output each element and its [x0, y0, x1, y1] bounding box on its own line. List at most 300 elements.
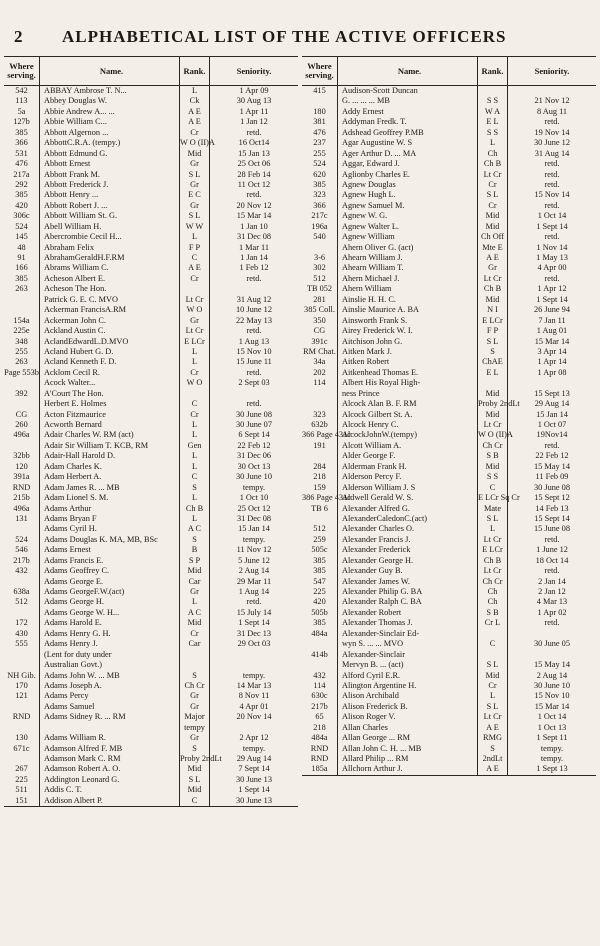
where-serving-cell: 65	[302, 712, 338, 722]
rank-cell: Cr	[180, 410, 210, 420]
name-cell: Adams Cyril H.	[40, 524, 180, 534]
where-serving-cell: TB 6	[302, 504, 338, 514]
where-serving-cell	[4, 660, 40, 670]
where-serving-cell: 306c	[4, 211, 40, 221]
name-cell: Acland Kenneth F. D.	[40, 357, 180, 367]
name-cell: Alexander James W.	[338, 577, 478, 587]
rank-cell: Gr	[180, 733, 210, 743]
name-cell: Alexander Ralph C. BA	[338, 597, 478, 607]
where-serving-cell	[4, 399, 40, 409]
header-where-serving: Where serving.	[4, 57, 40, 85]
name-cell: Alcock Henry C.	[338, 420, 478, 430]
table-row	[302, 650, 596, 660]
rank-cell: Major	[180, 712, 210, 722]
table-row	[4, 618, 298, 628]
where-serving-cell: 151	[4, 796, 40, 806]
where-serving-cell	[302, 451, 338, 461]
table-row	[4, 796, 298, 806]
rank-cell	[180, 389, 210, 399]
rank-cell: Car	[180, 577, 210, 587]
table-row	[4, 785, 298, 795]
table-row	[4, 305, 298, 315]
rank-cell: S	[180, 671, 210, 681]
rank-cell: Mate	[478, 504, 508, 514]
table-row	[4, 775, 298, 785]
name-cell: Abbie Andrew A... ...	[40, 107, 180, 117]
rank-cell: S L	[180, 211, 210, 221]
where-serving-cell: 127b	[4, 117, 40, 127]
name-cell: Ager Arthur D. ... MA	[338, 149, 478, 159]
rank-cell: Mid	[478, 462, 508, 472]
rank-cell: L	[478, 524, 508, 534]
where-serving-cell: 432	[302, 671, 338, 681]
where-serving-cell: 540	[302, 232, 338, 242]
right-column-header	[302, 57, 596, 86]
where-serving-cell: 217b	[302, 702, 338, 712]
name-cell: Alexander Francis J.	[338, 535, 478, 545]
name-cell: Adam James R. ... MB	[40, 483, 180, 493]
table-row	[4, 587, 298, 597]
seniority-cell: tempy.	[242, 743, 266, 753]
rank-cell: S L	[478, 514, 508, 524]
seniority-cell	[508, 86, 596, 96]
where-serving-cell: 114	[302, 378, 338, 388]
where-serving-cell: 385	[302, 180, 338, 190]
name-cell: Allchorn Arthur J.	[338, 764, 478, 774]
header-where-serving: Where serving.	[302, 57, 338, 85]
table-row	[4, 483, 298, 493]
rank-cell	[478, 629, 508, 639]
table-row	[4, 629, 298, 639]
table-row	[4, 128, 298, 138]
table-row	[302, 190, 596, 200]
name-cell: Alexander Thomas J.	[338, 618, 478, 628]
name-cell: Abbott Edmund G.	[40, 149, 180, 159]
table-row	[302, 96, 596, 106]
table-row	[302, 545, 596, 555]
where-serving-cell: 225	[4, 775, 40, 785]
table-row	[4, 535, 298, 545]
rank-cell: Lt Cr	[180, 295, 210, 305]
seniority-cell	[210, 389, 298, 399]
header-rank: Rank.	[180, 57, 210, 85]
table-row	[302, 629, 596, 639]
seniority-cell: retd.	[544, 232, 560, 242]
rank-cell: C	[180, 253, 210, 263]
name-cell: Alexander Philip G. BA	[338, 587, 478, 597]
rank-cell: S	[180, 483, 210, 493]
seniority-cell: 26 June 94	[534, 305, 570, 315]
seniority-cell: retd.	[246, 190, 262, 200]
where-serving-cell: 542	[4, 86, 40, 96]
rank-cell: L	[180, 462, 210, 472]
rank-cell: L	[180, 357, 210, 367]
table-row	[302, 253, 596, 263]
rank-cell: W O (II)A	[180, 138, 215, 148]
name-cell: Adams William R.	[40, 733, 180, 743]
rank-cell: E L	[478, 368, 508, 378]
table-row	[4, 733, 298, 743]
where-serving-cell: 391c	[302, 337, 338, 347]
where-serving-cell	[302, 96, 338, 106]
seniority-cell: 10 June 12	[236, 305, 272, 315]
table-row	[4, 524, 298, 534]
table-row	[302, 451, 596, 461]
rank-cell: L	[180, 86, 210, 96]
seniority-cell: tempy.	[242, 534, 266, 544]
name-cell: ness Prince	[338, 389, 478, 399]
where-serving-cell: 120	[4, 462, 40, 472]
where-serving-cell: 350	[302, 316, 338, 326]
rank-cell: Mid	[478, 211, 508, 221]
where-serving-cell	[4, 702, 40, 712]
table-row	[302, 744, 596, 754]
seniority-cell: 30 June 13	[236, 795, 272, 805]
table-row	[4, 504, 298, 514]
rank-cell	[180, 650, 210, 660]
where-serving-cell: 113	[4, 96, 40, 106]
table-row	[4, 639, 298, 649]
table-row	[4, 274, 298, 284]
seniority-cell: 16 Oct14	[238, 138, 270, 148]
where-serving-cell: 505b	[302, 608, 338, 618]
where-serving-cell: CG	[302, 326, 338, 336]
where-serving-cell	[4, 378, 40, 388]
seniority-cell	[508, 378, 596, 388]
where-serving-cell: 323	[302, 190, 338, 200]
right-column-table	[302, 56, 596, 776]
name-cell: Adams Ernest	[40, 545, 180, 555]
rank-cell: L	[180, 597, 210, 607]
where-serving-cell: 260	[4, 420, 40, 430]
name-cell: Allan George ... RM	[338, 733, 478, 743]
table-row	[4, 263, 298, 273]
seniority-cell: 1 Sept 11	[536, 733, 568, 743]
where-serving-cell: 630c	[302, 691, 338, 701]
table-row	[302, 316, 596, 326]
seniority-cell: 1 Nov 14	[536, 242, 568, 252]
rank-cell: C	[180, 796, 210, 806]
table-row	[4, 96, 298, 106]
seniority-cell: tempy.	[540, 754, 564, 763]
table-row	[4, 378, 298, 388]
page-title: ALPHABETICAL LIST OF THE ACTIVE OFFICERS	[62, 27, 507, 46]
where-serving-cell: 172	[4, 618, 40, 628]
name-cell: Ackerman John C.	[40, 316, 180, 326]
rank-cell: S L	[180, 170, 210, 180]
seniority-cell: retd.	[246, 367, 262, 377]
table-row	[4, 180, 298, 190]
name-cell: Ainslie Maurice A. BA	[338, 305, 478, 315]
where-serving-cell: 159	[302, 483, 338, 493]
seniority-cell: retd.	[544, 169, 560, 179]
table-row	[4, 326, 298, 336]
table-row	[4, 660, 298, 670]
table-row	[4, 138, 298, 148]
seniority-cell: 25 Oct 06	[237, 159, 271, 169]
table-row	[302, 723, 596, 733]
rank-cell: Mid	[180, 149, 210, 159]
table-row	[302, 483, 596, 493]
name-cell: Adair-Hall Harold D.	[40, 451, 180, 461]
table-row	[302, 201, 596, 211]
seniority-cell: 11 Feb 09	[535, 472, 569, 482]
name-cell: Agnew Walter L.	[338, 222, 478, 232]
seniority-cell: 18 Oct 14	[535, 555, 569, 565]
seniority-cell: retd.	[246, 399, 262, 409]
where-serving-cell: 415	[302, 86, 338, 96]
seniority-cell	[210, 284, 298, 294]
left-table-body	[4, 86, 298, 806]
name-cell: Addison Albert P.	[40, 796, 180, 806]
table-row	[4, 702, 298, 712]
table-row	[4, 671, 298, 681]
name-cell: Adams George E.	[40, 577, 180, 587]
where-serving-cell: 3-6	[302, 253, 338, 263]
where-serving-cell: 323	[302, 410, 338, 420]
left-column-table	[4, 56, 298, 807]
name-cell: Adams George W. H...	[40, 608, 180, 618]
where-serving-cell: 555	[4, 639, 40, 649]
seniority-cell: 1 Sept 14	[536, 221, 568, 231]
table-row	[302, 430, 596, 440]
seniority-cell: 1 May 13	[536, 253, 568, 262]
table-row	[4, 712, 298, 722]
name-cell: Adams Harold E.	[40, 618, 180, 628]
name-cell: Adams Bryan F	[40, 514, 180, 524]
rank-cell	[180, 660, 210, 670]
seniority-cell: retd.	[544, 566, 560, 576]
rank-cell: Mid	[180, 566, 210, 576]
where-serving-cell	[4, 723, 40, 733]
seniority-cell: 19Nov14	[536, 430, 568, 440]
where-serving-cell: 170	[4, 681, 40, 691]
name-cell: Acton Fitzmaurice	[40, 410, 180, 420]
rank-cell: Ch	[478, 149, 508, 159]
table-row	[302, 180, 596, 190]
where-serving-cell: 255	[302, 149, 338, 159]
page-number: 2	[14, 27, 23, 46]
table-row	[302, 514, 596, 524]
rank-cell: F P	[478, 326, 508, 336]
seniority-cell: 2 Aug 14	[238, 566, 270, 576]
where-serving-cell: 145	[4, 232, 40, 242]
where-serving-cell: 281	[302, 295, 338, 305]
where-serving-cell: 292	[4, 180, 40, 190]
name-cell: Alington Argentine H.	[338, 681, 478, 691]
rank-cell: A E	[180, 107, 210, 117]
rank-cell: RMG	[478, 733, 508, 743]
where-serving-cell: 202	[302, 368, 338, 378]
where-serving-cell: 225	[302, 587, 338, 597]
rank-cell: A E	[478, 764, 508, 774]
table-row	[302, 347, 596, 357]
where-serving-cell: TB 052	[302, 284, 338, 294]
where-serving-cell	[302, 389, 338, 399]
rank-cell: Cr L	[478, 618, 508, 628]
seniority-cell: 1 June 12	[536, 545, 568, 555]
table-row	[4, 357, 298, 367]
name-cell: Alford Cyril E.R.	[338, 671, 478, 681]
name-cell: Alcock Alan B. F. RM	[338, 399, 478, 409]
rank-cell: L	[180, 514, 210, 524]
seniority-cell: 1 Feb 12	[239, 263, 269, 273]
rank-cell: Ch B	[478, 284, 508, 294]
seniority-cell: 15 Jan 14	[536, 409, 568, 419]
table-row	[302, 462, 596, 472]
rank-cell: S	[478, 744, 508, 754]
rank-cell: Cr	[180, 128, 210, 138]
rank-cell: F P	[180, 243, 210, 253]
seniority-cell: 4 Apr 01	[239, 701, 269, 711]
name-cell: ABBAY Ambrose T. N...	[40, 86, 180, 96]
seniority-cell: 15 Sept 13	[534, 388, 570, 398]
rank-cell: E LCr	[478, 316, 508, 326]
rank-cell: S P	[180, 556, 210, 566]
table-row	[4, 368, 298, 378]
rank-cell: L	[180, 347, 210, 357]
table-row	[302, 117, 596, 127]
seniority-cell: 15 Nov 10	[236, 346, 272, 356]
table-row	[302, 671, 596, 681]
where-serving-cell: 420	[302, 597, 338, 607]
seniority-cell: 2 Sept 03	[238, 378, 270, 388]
name-cell: Addyman Fredk. T.	[338, 117, 478, 127]
rank-cell: Lt Cr	[478, 170, 508, 180]
table-row	[302, 608, 596, 618]
rank-cell: S S	[478, 128, 508, 138]
seniority-cell: 1 Apr 02	[537, 607, 567, 617]
rank-cell: 2ndLt	[478, 754, 508, 764]
name-cell: Adams GeorgeF.W.(act)	[40, 587, 180, 597]
seniority-cell	[210, 660, 298, 670]
table-row	[302, 295, 596, 305]
rank-cell: Lt Cr	[478, 274, 508, 284]
seniority-cell: 22 May 13	[236, 315, 272, 325]
seniority-cell: 15 Mar 14	[534, 336, 570, 346]
where-serving-cell: 217b	[4, 556, 40, 566]
table-row	[302, 138, 596, 148]
seniority-cell	[210, 723, 298, 733]
name-cell: Agar Augustine W. S	[338, 138, 478, 148]
table-row	[4, 472, 298, 482]
seniority-cell: 31 Aug 12	[236, 294, 272, 304]
name-cell: Ahearn William J.	[338, 253, 478, 263]
rank-cell: Lt Cr	[478, 535, 508, 545]
where-serving-cell: RND	[4, 483, 40, 493]
rank-cell: Lt Cr	[478, 420, 508, 430]
where-serving-cell: 512	[302, 524, 338, 534]
rank-cell: W O	[180, 378, 210, 388]
seniority-cell: 1 Aug 14	[238, 587, 270, 596]
where-serving-cell: 48	[4, 243, 40, 253]
where-serving-cell: 215b	[4, 493, 40, 503]
where-serving-cell: 484a	[302, 629, 338, 639]
table-row	[4, 556, 298, 566]
name-cell: Aitchison John G.	[338, 337, 478, 347]
rank-cell: L	[478, 138, 508, 148]
table-row	[4, 159, 298, 169]
where-serving-cell: 385	[4, 128, 40, 138]
name-cell: Ainslie H. H. C.	[338, 295, 478, 305]
seniority-cell: 22 Feb 12	[237, 440, 271, 450]
name-cell: Abraham Felix	[40, 243, 180, 253]
where-serving-cell: 484a	[302, 733, 338, 743]
seniority-cell: 25 Oct 12	[237, 503, 271, 513]
seniority-cell: 30 June 13	[236, 774, 272, 784]
name-cell: Abbott Ernest	[40, 159, 180, 169]
seniority-cell: 1 Apr 09	[239, 86, 269, 95]
table-row	[302, 326, 596, 336]
name-cell: Alderson William J. S	[338, 483, 478, 493]
name-cell: AclandEdwardL.D.MVO	[40, 337, 180, 347]
rank-cell: Ch Cr	[478, 441, 508, 451]
table-row	[4, 347, 298, 357]
table-row	[302, 149, 596, 159]
where-serving-cell: 263	[4, 357, 40, 367]
table-row	[302, 232, 596, 242]
where-serving-cell	[4, 524, 40, 534]
rank-cell: Mte E	[478, 243, 508, 253]
rank-cell: Cr	[180, 274, 210, 284]
where-serving-cell	[4, 295, 40, 305]
name-cell: Acklom Cecil R.	[40, 368, 180, 378]
where-serving-cell: Page 553b	[4, 367, 39, 377]
table-row	[302, 357, 596, 367]
rank-cell: S B	[478, 608, 508, 618]
name-cell: Aitkenhead Thomas E.	[338, 368, 478, 378]
where-serving-cell: 392	[4, 389, 40, 399]
seniority-cell: retd.	[544, 200, 560, 210]
table-row	[302, 159, 596, 169]
where-serving-cell: 255	[4, 347, 40, 357]
name-cell: Adam Herbert A.	[40, 472, 180, 482]
name-cell: Ackland Austin C.	[40, 326, 180, 336]
where-serving-cell: 237	[302, 138, 338, 148]
rank-cell: Ch B	[180, 504, 210, 514]
rank-cell: E L	[478, 117, 508, 127]
seniority-cell: 1 Apr 08	[537, 367, 567, 377]
rank-cell: A E	[478, 253, 508, 263]
name-cell: Mervyn B. ... (act)	[338, 660, 478, 670]
seniority-cell: 2 Jan 14	[538, 576, 566, 586]
table-row	[302, 660, 596, 670]
rank-cell: C	[478, 639, 508, 649]
table-row	[4, 577, 298, 587]
where-serving-cell: 191	[302, 441, 338, 451]
seniority-cell: 29 Aug 14	[236, 754, 272, 763]
rank-cell: Gr	[180, 587, 210, 597]
where-serving-cell	[4, 754, 40, 764]
rank-cell: N I	[478, 305, 508, 315]
seniority-cell: 31 Dec 08	[236, 513, 272, 523]
seniority-cell: 28 Feb 14	[237, 169, 271, 179]
name-cell: AlcockJohnW.(tempy)	[338, 430, 478, 440]
table-row	[4, 764, 298, 774]
seniority-cell: 15 Mar 14	[236, 211, 272, 221]
name-cell: Agnew Samuel M.	[338, 201, 478, 211]
where-serving-cell: 512	[4, 597, 40, 607]
seniority-cell: 29 Oct 03	[237, 639, 271, 649]
seniority-cell: 1 Apr 11	[239, 106, 269, 116]
name-cell: Adair Sir William T. KCB, RM	[40, 441, 180, 451]
seniority-cell: tempy.	[242, 670, 266, 680]
table-row	[4, 462, 298, 472]
rank-cell: W O	[180, 305, 210, 315]
name-cell: Albert His Royal High-	[338, 378, 478, 388]
rank-cell: Mid	[478, 671, 508, 681]
table-row	[4, 117, 298, 127]
